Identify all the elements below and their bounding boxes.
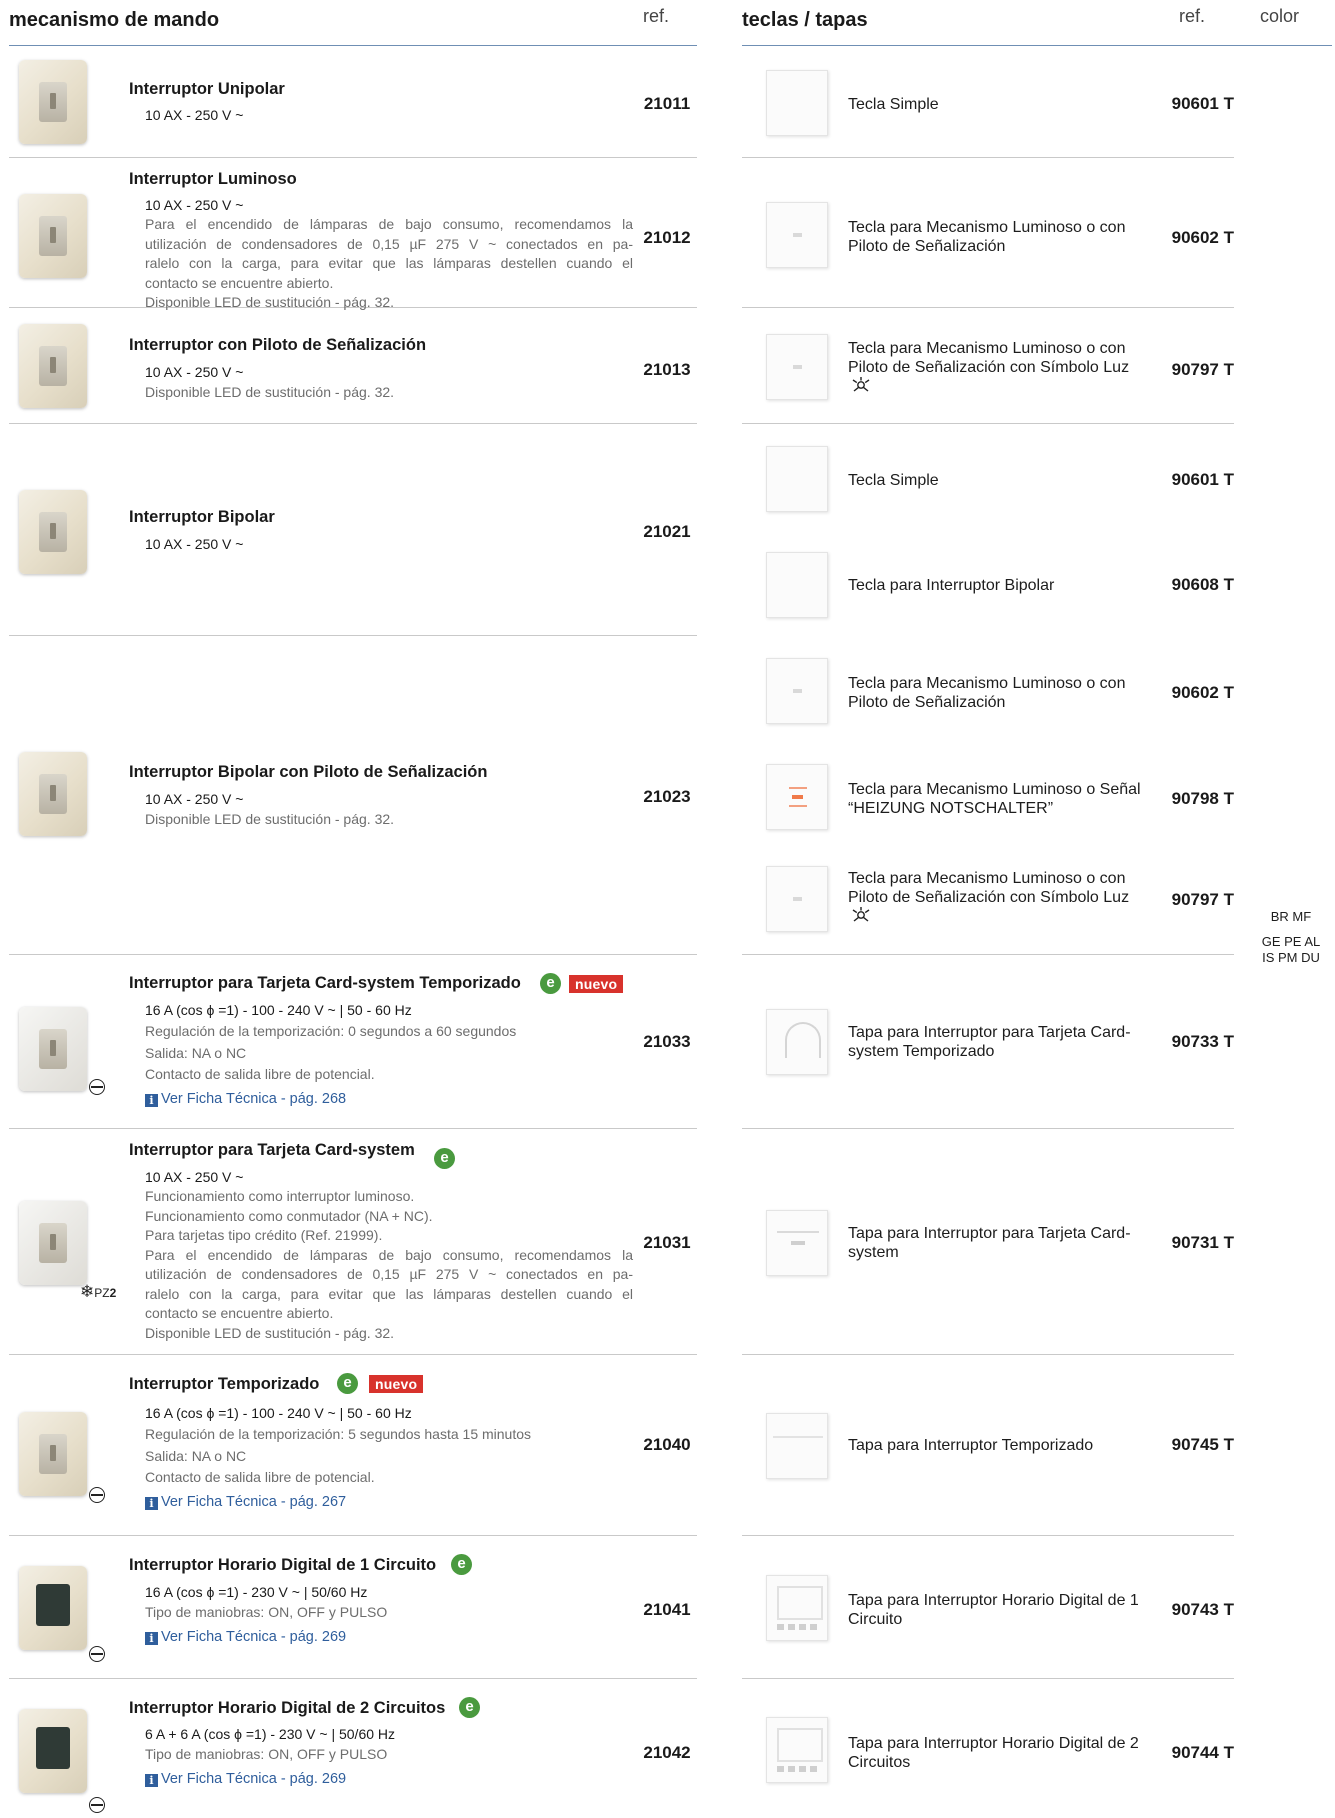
mechanism-ref: 21023 bbox=[643, 787, 691, 806]
description-line: Contacto de salida libre de potencial. bbox=[145, 1469, 375, 1485]
cover-row bbox=[742, 158, 1234, 308]
datasheet-link[interactable] bbox=[145, 1091, 346, 1107]
mechanism-photo bbox=[19, 1007, 87, 1091]
light-symbol-icon bbox=[850, 377, 872, 393]
cover-ref: 90745 T bbox=[1171, 1435, 1234, 1454]
color-codes-line: GE PE AL bbox=[1261, 934, 1321, 949]
description-line: contacto se encuentre abierto. bbox=[145, 1305, 334, 1321]
mechanism-photo bbox=[19, 194, 87, 278]
cover-photo bbox=[766, 1413, 828, 1479]
description-line: Salida: NA o NC bbox=[145, 1044, 247, 1061]
cover-photo bbox=[766, 1009, 828, 1075]
cover-ref: 90744 T bbox=[1171, 1743, 1234, 1762]
datasheet-link-label: Ver Ficha Técnica - pág. 268 bbox=[161, 1091, 347, 1107]
cover-description: Tapa para Interruptor Horario Digital de 2 Circuitos bbox=[848, 1735, 1139, 1771]
cover-ref: 90601 T bbox=[1171, 470, 1234, 489]
mechanism-photo bbox=[19, 1709, 87, 1793]
cover-description: Tapa para Interruptor Horario Digital de 1 Circuito bbox=[848, 1592, 1139, 1628]
cover-ref: 90733 T bbox=[1171, 1032, 1234, 1051]
description-line: utilización de condensadores de 0,15 µF 275 V ~ conectados en pa- bbox=[145, 235, 633, 252]
mechanism-description bbox=[145, 1424, 633, 1489]
description-line: Disponible LED de sustitución - pág. 32. bbox=[145, 811, 395, 827]
no-auxiliary-icon bbox=[89, 1079, 105, 1095]
covers-header-color: color bbox=[1260, 6, 1300, 26]
color-codes-line: BR MF bbox=[1270, 909, 1312, 924]
mechanism-description bbox=[145, 383, 633, 403]
mechanism-description bbox=[145, 810, 633, 830]
info-icon: i bbox=[145, 1094, 158, 1107]
cover-ref: 90602 T bbox=[1171, 683, 1234, 702]
eco-badge-icon: e bbox=[451, 1554, 472, 1575]
color-codes-line: IS PM DU bbox=[1262, 950, 1320, 965]
description-line: Regulación de la temporización: 5 segundos hasta 15 minutos bbox=[145, 1426, 532, 1442]
description-line: Contacto de salida libre de potencial. bbox=[145, 1066, 375, 1082]
cover-photo bbox=[766, 552, 828, 618]
cover-description: Tapa para Interruptor para Tarjeta Card-system bbox=[848, 1225, 1131, 1261]
cover-row bbox=[742, 308, 1234, 424]
cover-description bbox=[848, 339, 1148, 393]
mechanism-ref: 21031 bbox=[643, 1233, 691, 1252]
cover-description: Tecla para Mecanismo Luminoso o con Piloto de Señalización bbox=[848, 675, 1126, 711]
description-line: Disponible LED de sustitución - pág. 32. bbox=[145, 1324, 395, 1341]
cover-photo bbox=[766, 202, 828, 268]
cover-row bbox=[742, 46, 1234, 158]
description-line: ralelo con la carga, para evitar que las lámparas destellen cuando el bbox=[145, 255, 633, 271]
cover-description-text: Tecla para Mecanismo Luminoso o con Piloto de Señalización con Símbolo Luz bbox=[848, 870, 1130, 906]
cover-row bbox=[742, 1679, 1234, 1818]
cover-photo bbox=[766, 658, 828, 724]
description-line: Para tarjetas tipo crédito (Ref. 21999). bbox=[145, 1227, 383, 1243]
mechanism-photo bbox=[19, 60, 87, 144]
mechanism-spec: 10 AX - 250 V ~ bbox=[145, 791, 244, 807]
mechanism-row bbox=[9, 955, 697, 1129]
pz-label: ❄PZ2 bbox=[80, 1282, 117, 1301]
cover-photo bbox=[766, 764, 828, 830]
info-icon: i bbox=[145, 1632, 158, 1645]
mechanism-row bbox=[9, 1129, 697, 1355]
mechanism-spec: 16 A (cos ϕ =1) - 100 - 240 V ~ | 50 - 60 Hz bbox=[145, 1002, 412, 1018]
color-codes bbox=[1248, 909, 1334, 966]
cover-row bbox=[742, 1536, 1234, 1679]
mechanism-title: Interruptor para Tarjeta Card-system Temporizado bbox=[129, 974, 521, 992]
mechanism-ref: 21040 bbox=[643, 1435, 691, 1454]
mechanism-title: Interruptor Unipolar bbox=[129, 80, 285, 98]
snowflake-icon: ❄ bbox=[80, 1282, 95, 1301]
cover-ref: 90608 T bbox=[1171, 575, 1234, 594]
light-symbol-icon bbox=[850, 907, 872, 923]
info-icon: i bbox=[145, 1774, 158, 1787]
description-line: contacto se encuentre abierto. bbox=[145, 274, 334, 291]
mechanism-title: Interruptor Bipolar con Piloto de Señalización bbox=[129, 763, 488, 781]
mechanism-row bbox=[9, 424, 697, 636]
datasheet-link-label: Ver Ficha Técnica - pág. 267 bbox=[161, 1494, 347, 1510]
mechanism-row bbox=[9, 46, 697, 158]
description-line: Para el encendido de lámparas de bajo consumo, recomendamos la bbox=[145, 1246, 633, 1263]
cover-ref: 90797 T bbox=[1171, 360, 1234, 379]
cover-photo bbox=[766, 334, 828, 400]
mechanism-row bbox=[9, 1679, 697, 1818]
mechanism-row bbox=[9, 636, 697, 955]
mechanism-spec: 10 AX - 250 V ~ bbox=[145, 1169, 244, 1185]
mechanism-title: Interruptor Luminoso bbox=[129, 170, 297, 188]
info-icon: i bbox=[145, 1497, 158, 1510]
cover-description: Tecla para Mecanismo Luminoso o con Piloto de Señalización bbox=[848, 219, 1126, 255]
nuevo-badge: nuevo bbox=[369, 1375, 423, 1393]
mechanism-description bbox=[145, 215, 633, 313]
eco-badge-icon: e bbox=[337, 1373, 358, 1394]
description-line: Disponible LED de sustitución - pág. 32. bbox=[145, 384, 395, 400]
cover-photo bbox=[766, 1575, 828, 1641]
description-line: Salida: NA o NC bbox=[145, 1447, 247, 1464]
mechanism-ref: 21011 bbox=[643, 94, 691, 113]
covers-header-ref: ref. bbox=[1179, 6, 1206, 26]
cover-description: Tapa para Interruptor para Tarjeta Card-system Temporizado bbox=[848, 1024, 1131, 1060]
mechanism-header-title: mecanismo de mando bbox=[9, 9, 220, 31]
mechanism-row bbox=[9, 1536, 697, 1679]
cover-description bbox=[848, 869, 1148, 923]
cover-description: Tecla para Mecanismo Luminoso o Señal “HEIZUNG NOTSCHALTER” bbox=[848, 781, 1141, 817]
cover-description: Tecla para Interruptor Bipolar bbox=[848, 577, 1055, 594]
mechanism-title: Interruptor para Tarjeta Card-system bbox=[129, 1141, 415, 1159]
mechanism-ref: 21042 bbox=[643, 1743, 691, 1762]
cover-photo bbox=[766, 446, 828, 512]
cover-ref: 90602 T bbox=[1171, 228, 1234, 247]
mechanism-title: Interruptor con Piloto de Señalización bbox=[129, 336, 427, 354]
cover-row bbox=[742, 1129, 1234, 1355]
datasheet-link[interactable] bbox=[145, 1494, 346, 1510]
mechanism-row bbox=[9, 1355, 697, 1536]
mechanism-spec: 6 A + 6 A (cos ϕ =1) - 230 V ~ | 50/60 Hz bbox=[145, 1726, 396, 1742]
mechanism-photo bbox=[19, 324, 87, 408]
cover-ref: 90601 T bbox=[1171, 94, 1234, 113]
cover-photo bbox=[766, 866, 828, 932]
datasheet-link[interactable] bbox=[145, 1629, 346, 1645]
mechanism-title: Interruptor Horario Digital de 1 Circuito bbox=[129, 1556, 437, 1574]
cover-description: Tecla Simple bbox=[848, 472, 939, 489]
mechanism-photo bbox=[19, 1201, 87, 1285]
cover-description: Tecla Simple bbox=[848, 96, 939, 113]
description-line: utilización de condensadores de 0,15 µF 275 V ~ conectados en pa- bbox=[145, 1266, 633, 1282]
cover-ref: 90731 T bbox=[1171, 1233, 1234, 1252]
mechanism-photo bbox=[19, 1566, 87, 1650]
cover-ref: 90743 T bbox=[1171, 1600, 1234, 1619]
datasheet-link-label: Ver Ficha Técnica - pág. 269 bbox=[161, 1771, 347, 1787]
nuevo-badge: nuevo bbox=[569, 975, 623, 993]
mechanism-description bbox=[145, 1021, 633, 1086]
cover-photo bbox=[766, 1717, 828, 1783]
no-auxiliary-icon bbox=[89, 1487, 105, 1503]
eco-badge-icon: e bbox=[459, 1697, 480, 1718]
covers-column-header bbox=[742, 0, 1332, 46]
eco-badge-icon: e bbox=[540, 973, 561, 994]
mechanism-header-ref: ref. bbox=[643, 6, 670, 26]
description-line: Funcionamiento como interruptor luminoso. bbox=[145, 1188, 415, 1204]
mechanism-ref: 21013 bbox=[643, 360, 691, 379]
mechanism-title: Interruptor Temporizado bbox=[129, 1375, 320, 1393]
cover-description-text: Tecla para Mecanismo Luminoso o con Piloto de Señalización con Símbolo Luz bbox=[848, 340, 1130, 376]
mechanism-row bbox=[9, 158, 697, 308]
cover-ref: 90797 T bbox=[1171, 890, 1234, 909]
no-auxiliary-icon bbox=[89, 1646, 105, 1662]
mechanism-spec: 10 AX - 250 V ~ bbox=[145, 364, 244, 380]
mechanism-title: Interruptor Bipolar bbox=[129, 508, 275, 526]
mechanism-column-header bbox=[9, 0, 697, 46]
mechanism-photo bbox=[19, 1412, 87, 1496]
mechanism-spec: 10 AX - 250 V ~ bbox=[145, 197, 244, 213]
cover-row bbox=[742, 955, 1234, 1129]
datasheet-link[interactable] bbox=[145, 1771, 346, 1787]
description-line: ralelo con la carga, para evitar que las lámparas destellen cuando el bbox=[145, 1285, 633, 1302]
cover-ref: 90798 T bbox=[1171, 789, 1234, 808]
eco-badge-icon: e bbox=[434, 1148, 455, 1169]
mechanism-ref: 21021 bbox=[643, 522, 691, 541]
description-line: Tipo de maniobras: ON, OFF y PULSO bbox=[145, 1604, 388, 1620]
mechanism-description bbox=[145, 1187, 633, 1343]
cover-photo bbox=[766, 1210, 828, 1276]
mechanism-spec: 16 A (cos ϕ =1) - 100 - 240 V ~ | 50 - 60 Hz bbox=[145, 1405, 412, 1421]
mechanism-title: Interruptor Horario Digital de 2 Circuitos bbox=[129, 1699, 446, 1717]
description-line: Regulación de la temporización: 0 segundos a 60 segundos bbox=[145, 1023, 517, 1039]
mechanism-ref: 21012 bbox=[643, 228, 691, 247]
description-line: Funcionamiento como conmutador (NA + NC). bbox=[145, 1207, 433, 1224]
no-auxiliary-icon bbox=[89, 1797, 105, 1813]
datasheet-link-label: Ver Ficha Técnica - pág. 269 bbox=[161, 1629, 347, 1645]
mechanism-description bbox=[145, 1603, 633, 1623]
mechanism-spec: 10 AX - 250 V ~ bbox=[145, 107, 244, 123]
cover-row bbox=[742, 424, 1234, 636]
mechanism-ref: 21033 bbox=[643, 1032, 691, 1051]
mechanism-photo bbox=[19, 752, 87, 836]
cover-photo bbox=[766, 70, 828, 136]
cover-row bbox=[742, 1355, 1234, 1536]
description-line: Disponible LED de sustitución - pág. 32. bbox=[145, 294, 395, 310]
description-line: Tipo de maniobras: ON, OFF y PULSO bbox=[145, 1746, 388, 1762]
covers-header-title: teclas / tapas bbox=[742, 9, 868, 31]
mechanism-description bbox=[145, 1745, 633, 1765]
mechanism-ref: 21041 bbox=[643, 1600, 691, 1619]
mechanism-photo bbox=[19, 490, 87, 574]
mechanism-spec: 10 AX - 250 V ~ bbox=[145, 536, 244, 552]
mechanism-spec: 16 A (cos ϕ =1) - 230 V ~ | 50/60 Hz bbox=[145, 1584, 368, 1600]
mechanism-row bbox=[9, 308, 697, 424]
cover-description: Tapa para Interruptor Temporizado bbox=[848, 1437, 1094, 1454]
cover-row bbox=[742, 636, 1234, 955]
description-line: Para el encendido de lámparas de bajo consumo, recomendamos la bbox=[145, 216, 633, 232]
